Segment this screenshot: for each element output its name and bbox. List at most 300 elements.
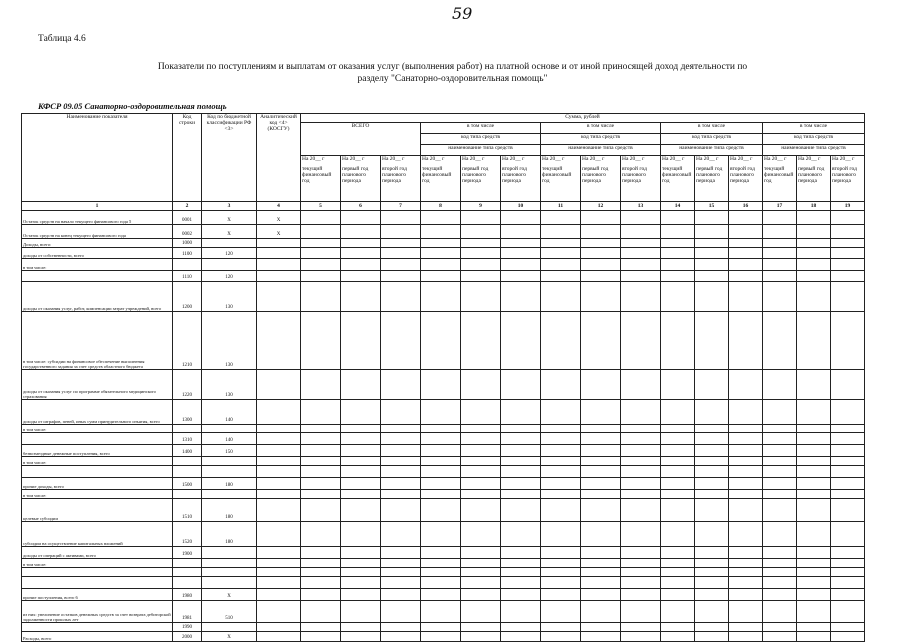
value-cell (621, 559, 661, 568)
value-cell (381, 632, 421, 642)
value-cell (729, 559, 763, 568)
value-cell (381, 445, 421, 457)
value-cell (341, 601, 381, 623)
value-cell (301, 239, 341, 248)
value-cell (501, 478, 541, 490)
value-cell (541, 370, 581, 400)
value-cell (763, 632, 797, 642)
value-cell (501, 248, 541, 259)
column-number: 10 (501, 202, 541, 211)
value-cell (661, 601, 695, 623)
row-analytic-code (257, 282, 301, 312)
row-budget-code: 140 (202, 400, 257, 425)
value-cell (797, 559, 831, 568)
value-cell (831, 282, 865, 312)
value-cell (831, 271, 865, 282)
value-cell (501, 632, 541, 642)
row-code: 1000 (173, 239, 202, 248)
row-budget-code: X (202, 225, 257, 239)
value-cell (695, 466, 729, 478)
value-cell (341, 499, 381, 522)
value-cell (461, 559, 501, 568)
value-cell (541, 271, 581, 282)
value-cell (797, 445, 831, 457)
value-cell (541, 478, 581, 490)
row-budget-code: 120 (202, 271, 257, 282)
value-cell (661, 466, 695, 478)
header-period: На 20__ г второй год планового периода (621, 156, 661, 202)
value-cell (301, 601, 341, 623)
row-code: 1520 (173, 522, 202, 547)
value-cell (301, 425, 341, 433)
value-cell (381, 370, 421, 400)
value-cell (581, 433, 621, 445)
value-cell (501, 559, 541, 568)
value-cell (421, 499, 461, 522)
value-cell (763, 478, 797, 490)
section-label: КФСР 09.05 Санаторно-оздоровительная помощь (38, 101, 227, 111)
value-cell (621, 568, 661, 577)
value-cell (661, 478, 695, 490)
value-cell (695, 282, 729, 312)
value-cell (381, 522, 421, 547)
value-cell (501, 490, 541, 499)
value-cell (661, 577, 695, 589)
value-cell (381, 601, 421, 623)
value-cell (763, 568, 797, 577)
value-cell (695, 522, 729, 547)
column-number: 9 (461, 202, 501, 211)
value-cell (661, 211, 695, 225)
value-cell (581, 632, 621, 642)
row-code: 1200 (173, 282, 202, 312)
value-cell (621, 433, 661, 445)
value-cell (541, 211, 581, 225)
value-cell (695, 271, 729, 282)
value-cell (461, 601, 501, 623)
row-name: в том числе: (22, 425, 173, 433)
row-name: доходы от собственности, всего (22, 248, 173, 259)
value-cell (831, 623, 865, 632)
column-number: 5 (301, 202, 341, 211)
row-name: безвозмездные денежные поступления, всего (22, 445, 173, 457)
row-budget-code: 180 (202, 499, 257, 522)
header-period: На 20__ г текущий финансовый год (763, 156, 797, 202)
value-cell (581, 623, 621, 632)
row-budget-code (202, 490, 257, 499)
value-cell (341, 259, 381, 271)
value-cell (797, 623, 831, 632)
value-cell (797, 312, 831, 370)
value-cell (621, 589, 661, 601)
value-cell (729, 445, 763, 457)
value-cell (661, 400, 695, 425)
row-code: 1981 (173, 601, 202, 623)
value-cell (341, 589, 381, 601)
value-cell (621, 312, 661, 370)
value-cell (501, 568, 541, 577)
row-analytic-code: X (257, 211, 301, 225)
value-cell (381, 259, 421, 271)
value-cell (763, 433, 797, 445)
value-cell (661, 259, 695, 271)
value-cell (421, 632, 461, 642)
header-period: На 20__ г первый год планового периода (341, 156, 381, 202)
value-cell (541, 522, 581, 547)
value-cell (797, 601, 831, 623)
value-cell (341, 466, 381, 478)
value-cell (695, 211, 729, 225)
value-cell (341, 445, 381, 457)
row-name: Расходы, всего (22, 632, 173, 642)
header-period: На 20__ г первый год планового периода (461, 156, 501, 202)
value-cell (661, 522, 695, 547)
row-budget-code (202, 466, 257, 478)
value-cell (541, 225, 581, 239)
value-cell (581, 568, 621, 577)
row-budget-code (202, 239, 257, 248)
header-fund-code: код типа средств (541, 134, 661, 145)
column-number: 2 (173, 202, 202, 211)
header-fund-code: код типа средств (763, 134, 865, 145)
header-period: На 20__ г первый год планового периода (581, 156, 621, 202)
value-cell (729, 577, 763, 589)
value-cell (695, 239, 729, 248)
value-cell (501, 499, 541, 522)
row-budget-code: X (202, 589, 257, 601)
value-cell (421, 239, 461, 248)
header-period: На 20__ г текущий финансовый год (661, 156, 695, 202)
value-cell (541, 259, 581, 271)
row-analytic-code (257, 568, 301, 577)
value-cell (763, 522, 797, 547)
row-budget-code (202, 623, 257, 632)
value-cell (301, 282, 341, 312)
value-cell (461, 259, 501, 271)
row-name: из них: увеличение остатков денежных средств за счет возврата дебиторской задолженности прошлых лет (22, 601, 173, 623)
value-cell (695, 225, 729, 239)
row-budget-code: X (202, 632, 257, 642)
header-total: ВСЕГО (301, 123, 421, 156)
header-period: На 20__ г текущий финансовый год (421, 156, 461, 202)
row-name: в том числе: субсидии на финансовое обеспечение выполнения государственного задания за счет средств областного бюджета (22, 312, 173, 370)
title-line-1: Показатели по поступлениям и выплатам от оказания услуг (выполнения работ) на платной основе и от иной приносящей доход деятельности по (157, 62, 748, 72)
header-fund-name: наименование типа средств (763, 145, 865, 156)
value-cell (461, 457, 501, 466)
value-cell (621, 248, 661, 259)
value-cell (763, 490, 797, 499)
value-cell (729, 547, 763, 559)
column-number: 11 (541, 202, 581, 211)
value-cell (301, 248, 341, 259)
value-cell (581, 239, 621, 248)
value-cell (341, 522, 381, 547)
row-budget-code (202, 568, 257, 577)
row-analytic-code (257, 490, 301, 499)
value-cell (501, 601, 541, 623)
value-cell (661, 559, 695, 568)
value-cell (763, 601, 797, 623)
value-cell (661, 425, 695, 433)
table-row (22, 370, 865, 400)
value-cell (695, 623, 729, 632)
row-name: целевые субсидии (22, 499, 173, 522)
value-cell (381, 623, 421, 632)
table-row (22, 457, 865, 466)
value-cell (695, 478, 729, 490)
value-cell (301, 466, 341, 478)
row-name: в том числе: (22, 457, 173, 466)
value-cell (381, 225, 421, 239)
value-cell (301, 445, 341, 457)
value-cell (797, 457, 831, 466)
value-cell (797, 632, 831, 642)
value-cell (421, 623, 461, 632)
value-cell (421, 601, 461, 623)
header-period: На 20__ г текущий финансовый год (541, 156, 581, 202)
column-number: 19 (831, 202, 865, 211)
value-cell (541, 400, 581, 425)
value-cell (581, 547, 621, 559)
value-cell (763, 239, 797, 248)
value-cell (729, 457, 763, 466)
value-cell (461, 433, 501, 445)
value-cell (461, 577, 501, 589)
value-cell (831, 312, 865, 370)
header-fund-name: наименование типа средств (541, 145, 661, 156)
value-cell (621, 225, 661, 239)
header-period: На 20__ г текущий финансовый год (301, 156, 341, 202)
value-cell (381, 457, 421, 466)
value-cell (621, 271, 661, 282)
value-cell (661, 490, 695, 499)
value-cell (695, 248, 729, 259)
column-number: 15 (695, 202, 729, 211)
table-row (22, 623, 865, 632)
value-cell (729, 211, 763, 225)
value-cell (381, 466, 421, 478)
row-name (22, 623, 173, 632)
row-analytic-code (257, 259, 301, 271)
value-cell (797, 259, 831, 271)
value-cell (763, 225, 797, 239)
value-cell (621, 259, 661, 271)
value-cell (831, 248, 865, 259)
value-cell (661, 568, 695, 577)
value-cell (695, 577, 729, 589)
value-cell (661, 445, 695, 457)
value-cell (621, 490, 661, 499)
value-cell (621, 547, 661, 559)
row-name: прочие доходы, всего (22, 478, 173, 490)
row-analytic-code (257, 433, 301, 445)
value-cell (797, 370, 831, 400)
value-cell (763, 445, 797, 457)
value-cell (461, 445, 501, 457)
value-cell (501, 211, 541, 225)
value-cell (381, 589, 421, 601)
row-code: 1500 (173, 478, 202, 490)
row-analytic-code (257, 400, 301, 425)
value-cell (695, 589, 729, 601)
value-cell (341, 457, 381, 466)
row-code: 1100 (173, 248, 202, 259)
header-period: На 20__ г первый год планового периода (797, 156, 831, 202)
value-cell (421, 433, 461, 445)
value-cell (461, 632, 501, 642)
column-number: 6 (341, 202, 381, 211)
value-cell (581, 259, 621, 271)
value-cell (461, 466, 501, 478)
value-cell (661, 499, 695, 522)
header-in-total: в том числе (661, 123, 763, 134)
value-cell (729, 623, 763, 632)
value-cell (301, 568, 341, 577)
value-cell (421, 547, 461, 559)
value-cell (461, 568, 501, 577)
header-fund-name: наименование типа средств (661, 145, 763, 156)
value-cell (421, 522, 461, 547)
value-cell (421, 425, 461, 433)
value-cell (501, 400, 541, 425)
value-cell (501, 466, 541, 478)
value-cell (695, 499, 729, 522)
row-budget-code: 120 (202, 248, 257, 259)
header-fund-code: код типа средств (421, 134, 541, 145)
header-code: Код строки (173, 114, 202, 202)
column-number: 16 (729, 202, 763, 211)
value-cell (621, 478, 661, 490)
title-line-2: разделу "Санаторно-оздоровительная помощь" (357, 74, 548, 84)
table-row (22, 225, 865, 239)
column-number: 14 (661, 202, 695, 211)
header-in-total: в том числе (421, 123, 541, 134)
value-cell (541, 248, 581, 259)
value-cell (729, 478, 763, 490)
row-name (22, 466, 173, 478)
row-name: Остаток средств на начало текущего финансового года 5 (22, 211, 173, 225)
row-analytic-code (257, 239, 301, 248)
table-row (22, 282, 865, 312)
row-budget-code (202, 547, 257, 559)
value-cell (581, 400, 621, 425)
report-table (21, 113, 865, 642)
row-budget-code (202, 425, 257, 433)
value-cell (729, 589, 763, 601)
value-cell (381, 490, 421, 499)
value-cell (797, 478, 831, 490)
header-budget-code: Код по бюджетной классификации РФ <3> (202, 114, 257, 202)
row-code: 1990 (173, 623, 202, 632)
value-cell (421, 400, 461, 425)
column-number: 4 (257, 202, 301, 211)
row-code (173, 259, 202, 271)
value-cell (661, 547, 695, 559)
value-cell (831, 225, 865, 239)
value-cell (421, 225, 461, 239)
value-cell (763, 425, 797, 433)
value-cell (797, 248, 831, 259)
table-row (22, 433, 865, 445)
value-cell (797, 466, 831, 478)
value-cell (661, 312, 695, 370)
value-cell (621, 577, 661, 589)
value-cell (301, 632, 341, 642)
value-cell (501, 259, 541, 271)
value-cell (381, 282, 421, 312)
value-cell (797, 400, 831, 425)
table-row (22, 547, 865, 559)
row-analytic-code (257, 466, 301, 478)
value-cell (381, 559, 421, 568)
value-cell (695, 559, 729, 568)
value-cell (695, 259, 729, 271)
header-analytic-code: Аналитический код <4> (КОСГУ) (257, 114, 301, 202)
value-cell (541, 577, 581, 589)
value-cell (621, 499, 661, 522)
value-cell (461, 271, 501, 282)
value-cell (763, 259, 797, 271)
value-cell (461, 248, 501, 259)
table-row (22, 559, 865, 568)
value-cell (581, 312, 621, 370)
value-cell (661, 282, 695, 312)
value-cell (729, 568, 763, 577)
value-cell (695, 547, 729, 559)
value-cell (729, 370, 763, 400)
value-cell (763, 211, 797, 225)
value-cell (695, 445, 729, 457)
row-analytic-code (257, 601, 301, 623)
value-cell (621, 370, 661, 400)
value-cell (501, 623, 541, 632)
value-cell (831, 547, 865, 559)
value-cell (421, 248, 461, 259)
value-cell (381, 499, 421, 522)
row-budget-code: 130 (202, 282, 257, 312)
table-row (22, 601, 865, 623)
value-cell (695, 490, 729, 499)
value-cell (763, 457, 797, 466)
value-cell (301, 433, 341, 445)
row-name: субсидии на осуществление капитальных вложений (22, 522, 173, 547)
table-row (22, 568, 865, 577)
value-cell (341, 271, 381, 282)
value-cell (501, 457, 541, 466)
value-cell (831, 433, 865, 445)
value-cell (763, 248, 797, 259)
value-cell (421, 211, 461, 225)
value-cell (341, 568, 381, 577)
row-name: доходы от операций с активами, всего (22, 547, 173, 559)
value-cell (341, 632, 381, 642)
value-cell (381, 478, 421, 490)
value-cell (301, 259, 341, 271)
row-budget-code: 130 (202, 312, 257, 370)
row-code: 1110 (173, 271, 202, 282)
value-cell (341, 547, 381, 559)
value-cell (831, 211, 865, 225)
row-code (173, 559, 202, 568)
value-cell (421, 445, 461, 457)
value-cell (621, 457, 661, 466)
value-cell (341, 282, 381, 312)
value-cell (301, 478, 341, 490)
value-cell (421, 282, 461, 312)
row-budget-code: 130 (202, 370, 257, 400)
value-cell (381, 271, 421, 282)
value-cell (729, 400, 763, 425)
